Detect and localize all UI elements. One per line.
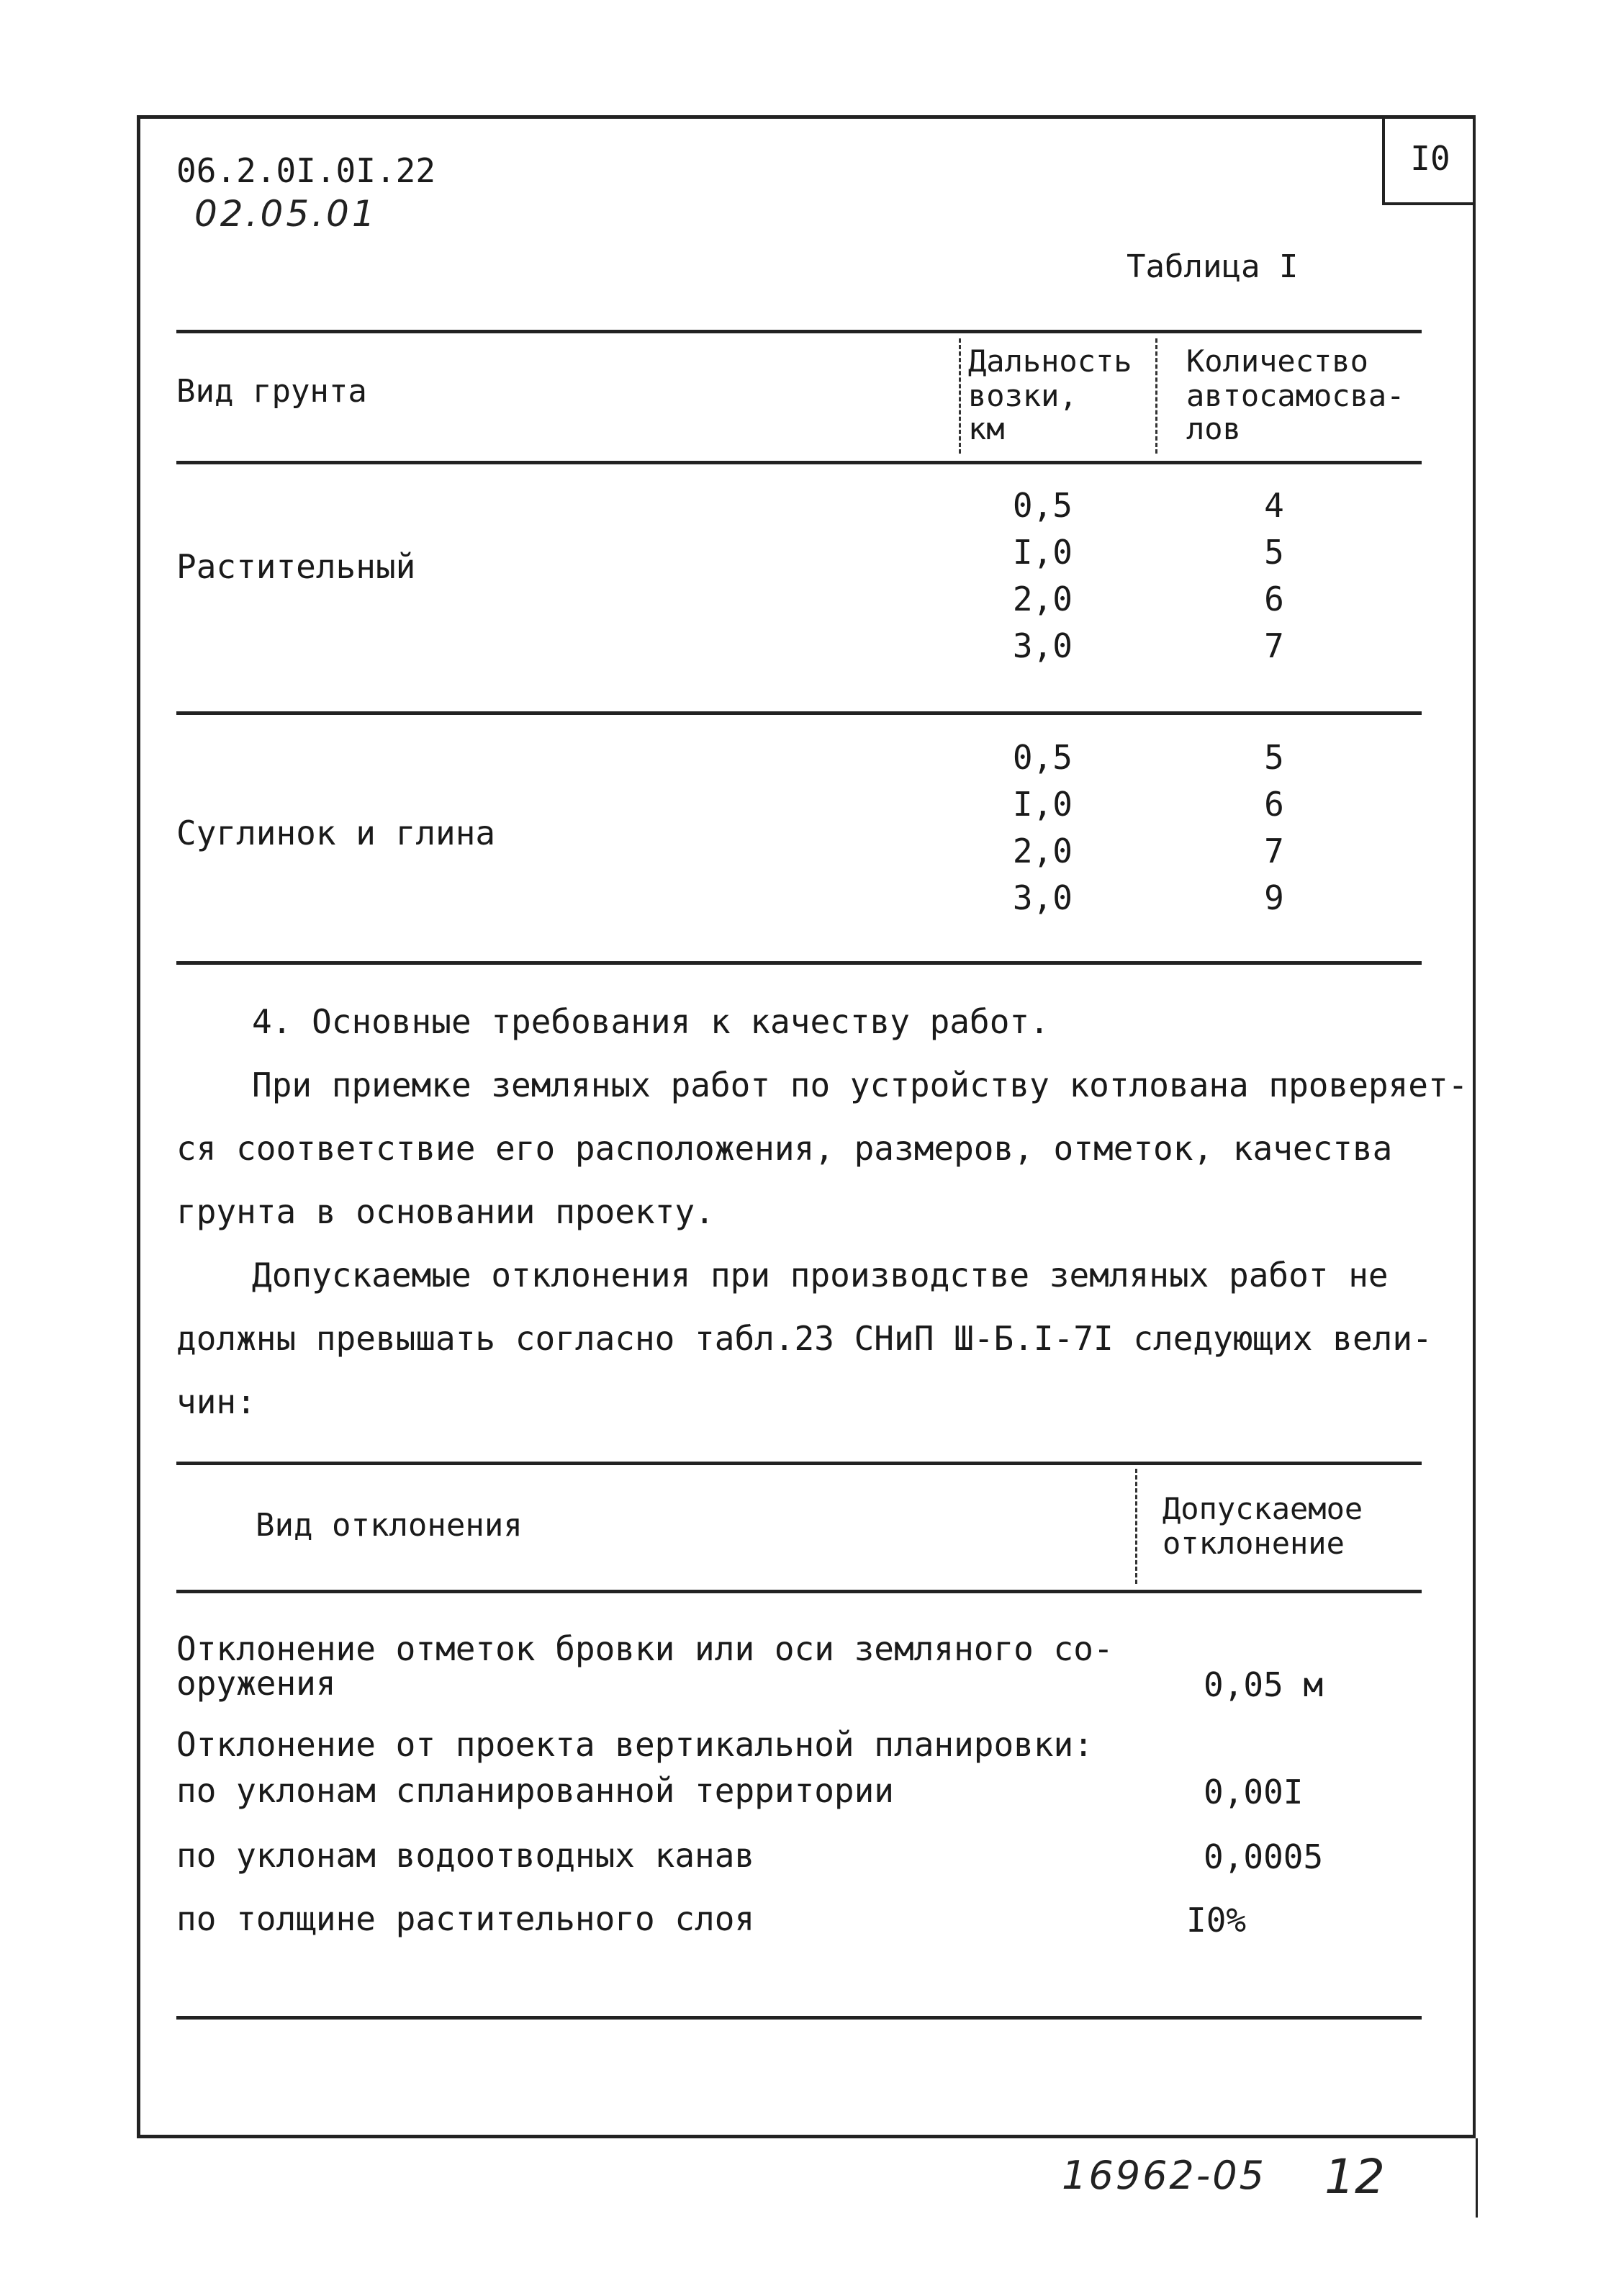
table2-row-text: по уклонам водоотводных канав <box>176 1836 755 1875</box>
paragraph-line: грунта в основании проекту. <box>176 1192 715 1231</box>
section-heading: 4. Основные требования к качеству работ. <box>252 1002 1050 1041</box>
table1-distance: 0,5 <box>1012 738 1073 777</box>
table1-distance: I,0 <box>1012 533 1073 572</box>
table2-top-rule <box>176 1462 1422 1465</box>
table1-soil-1: Растительный <box>176 547 416 586</box>
table1-bottom-rule <box>176 961 1422 965</box>
paragraph-line: При приемке земляных работ по устройству котлована проверяет- <box>252 1066 1468 1104</box>
table2-row-value: 0,05 м <box>1204 1665 1324 1704</box>
table1-distance: 3,0 <box>1012 878 1073 917</box>
table2-col-separator <box>1135 1469 1137 1584</box>
table1-col-separator-2 <box>1155 338 1157 454</box>
table2-row-text: оружения <box>176 1664 336 1703</box>
table2-header-rule <box>176 1590 1422 1593</box>
paragraph-line: должны превышать согласно табл.23 СНиП Ш-Б.I-7I следующих вели- <box>176 1319 1432 1358</box>
table1-count: 6 <box>1264 785 1284 824</box>
table1-count: 4 <box>1264 486 1284 525</box>
table2-header-allowed-line2: отклонение <box>1163 1526 1345 1561</box>
document-date-handwritten: 02.05.01 <box>194 193 378 235</box>
table1-count: 6 <box>1264 580 1284 618</box>
table2-header-allowed-line1: Допускаемое <box>1163 1491 1363 1526</box>
table2-row-text: по толщине растительного слоя <box>176 1899 755 1938</box>
table1-header-rule <box>176 461 1422 464</box>
table1-count: 7 <box>1264 626 1284 665</box>
table1-count: 9 <box>1264 878 1284 917</box>
table1-distance: 0,5 <box>1012 486 1073 525</box>
table1-top-rule <box>176 330 1422 333</box>
table2-bottom-rule <box>176 2016 1422 2020</box>
table1-header-distance-line2: возки, <box>968 378 1078 413</box>
footer-divider <box>1476 2138 1478 2218</box>
paragraph-line: Допускаемые отклонения при производстве земляных работ не <box>252 1256 1389 1295</box>
table-caption: Таблица I <box>1127 248 1299 285</box>
table2-row-value: 0,00I <box>1204 1773 1304 1811</box>
table1-soil-2: Суглинок и глина <box>176 814 496 852</box>
inventory-number: 16962-05 <box>1062 2153 1266 2198</box>
table1-distance: 2,0 <box>1012 580 1073 618</box>
table2-row-value: I0% <box>1186 1901 1247 1940</box>
table1-distance: 2,0 <box>1012 832 1073 870</box>
table2-header-type: Вид отклонения <box>256 1507 523 1544</box>
table1-count: 7 <box>1264 832 1284 870</box>
table2-row-text: Отклонение от проекта вертикальной планировки: <box>176 1725 1093 1764</box>
document-code: 06.2.0I.0I.22 <box>176 151 436 190</box>
table1-col-separator-1 <box>959 338 961 454</box>
paragraph-line: чин: <box>176 1382 256 1421</box>
table2-row-text: по уклонам спланированной территории <box>176 1771 894 1810</box>
table1-header-distance-line1: Дальность <box>968 343 1132 379</box>
table1-distance: 3,0 <box>1012 626 1073 665</box>
table1-count: 5 <box>1264 738 1284 777</box>
table1-count: 5 <box>1264 533 1284 572</box>
table2-row-value: 0,0005 <box>1204 1837 1324 1876</box>
sheet-number: 12 <box>1324 2149 1385 2205</box>
table2-row-text: Отклонение отметок бровки или оси земляного со- <box>176 1629 1114 1668</box>
table1-header-count-line1: Количество <box>1186 343 1368 379</box>
table1-header-count-line2: автосамосва- <box>1186 378 1405 413</box>
table1-header-count-line3: лов <box>1186 411 1241 446</box>
table1-header-soil: Вид грунта <box>176 373 367 410</box>
paragraph-line: ся соответствие его расположения, размеров, отметок, качества <box>176 1129 1393 1168</box>
table1-header-distance-line3: км <box>968 411 1005 446</box>
page-number: I0 <box>1382 115 1476 205</box>
table1-group-rule <box>176 711 1422 715</box>
table1-distance: I,0 <box>1012 785 1073 824</box>
